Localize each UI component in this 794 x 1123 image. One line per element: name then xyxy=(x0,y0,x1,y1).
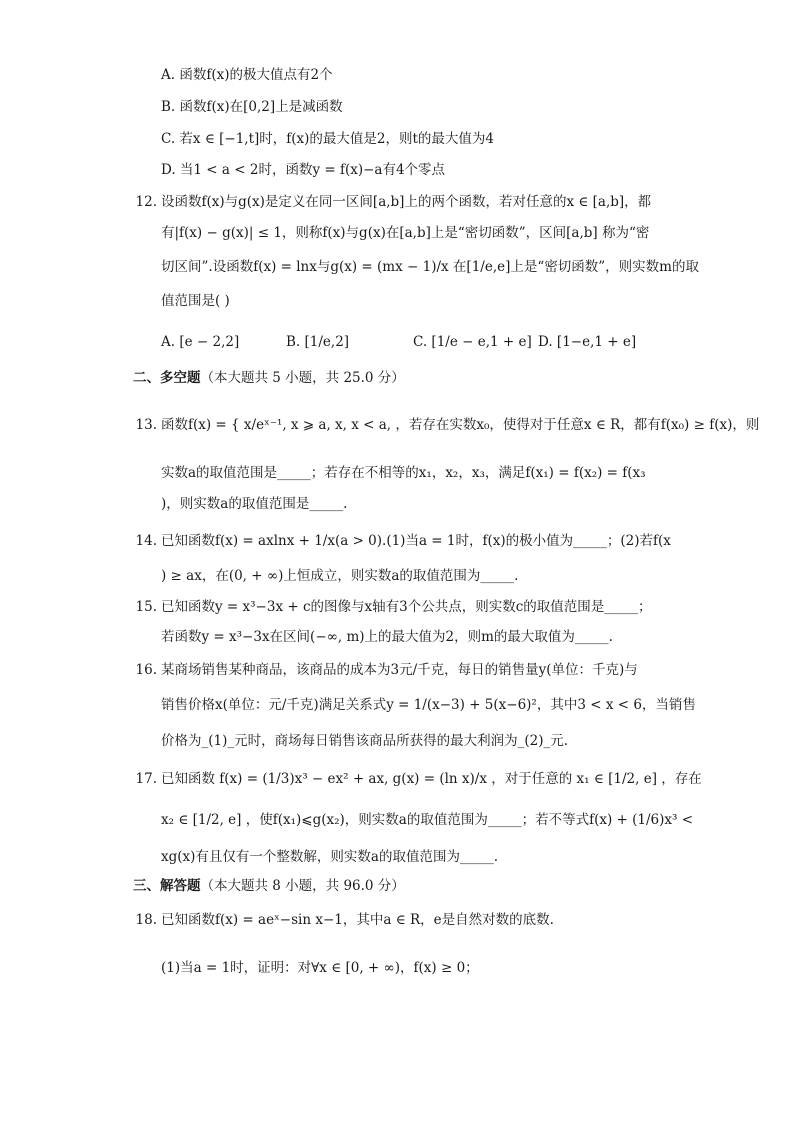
q12-text-line-2: 有|f(x) − g(x)| ≤ 1，则称f(x)与g(x)在[a,b]上是“密切函数”，区间[a,b] 称为“密 xyxy=(161,225,650,241)
section-2-heading xyxy=(133,368,405,388)
q18-text-line-2: (1)当a = 1时，证明：对∀x ∈ [0, + ∞)，f(x) ≥ 0； xyxy=(161,960,479,976)
q11-option-b: B. 函数f(x)在[0,2]上是减函数 xyxy=(161,99,343,115)
q14-number: 14. xyxy=(135,533,157,549)
q13-text-line-1: 函数f(x) = { x/eˣ⁻¹, x ⩾ a, x, x < a, ，若存在实数x₀，使得对于任意x ∈ R，都有f(x₀) ≥ f(x)，则 xyxy=(161,417,760,433)
q18-number: 18. xyxy=(135,912,157,928)
section-2-info: （本大题共 5 小题，共 25.0 分） xyxy=(200,370,405,386)
q11-option-a: A. 函数f(x)的极大值点有2个 xyxy=(161,67,333,83)
q12-option-d: D. [1−e,1 + e] xyxy=(538,334,637,350)
q17-text-line-2: x₂ ∈ [1/2, e] ，使f(x₁)⩽g(x₂)，则实数a的取值范围为_____；若不等式f(x) + (1/6)x³ < xyxy=(161,812,694,828)
q13-number: 13. xyxy=(135,417,157,433)
q12-text-line-3: 切区间”.设函数f(x) = lnx与g(x) = (mx − 1)/x 在[1/e,e]上是“密切函数”，则实数m的取 xyxy=(161,259,699,275)
q18-text-line-1: 已知函数f(x) = aeˣ−sin x−1，其中a ∈ R，e是自然对数的底数. xyxy=(161,912,554,928)
section-3-info: （本大题共 8 小题，共 96.0 分） xyxy=(200,878,405,894)
q16-text-line-1: 某商场销售某种商品，该商品的成本为3元/千克，每日的销售量y(单位：千克)与 xyxy=(161,662,638,678)
q12-option-c: C. [1/e − e,1 + e] xyxy=(413,334,532,350)
q17-number: 17. xyxy=(135,771,157,787)
q12-text-line-1: 设函数f(x)与g(x)是定义在同一区间[a,b]上的两个函数，若对任意的x ∈ [a,b]，都 xyxy=(161,194,652,210)
q14-text-line-2: ) ≥ ax，在(0, + ∞)上恒成立，则实数a的取值范围为_____. xyxy=(161,568,519,584)
section-3-title: 三、解答题 xyxy=(133,878,201,894)
section-2-title: 二、多空题 xyxy=(133,370,201,386)
q15-text-line-1: 已知函数y = x³−3x + c的图像与x轴有3个公共点，则实数c的取值范围是_____； xyxy=(161,599,652,615)
q16-number: 16. xyxy=(135,662,157,678)
q11-option-d: D. 当1 < a < 2时，函数y = f(x)−a有4个零点 xyxy=(161,162,446,178)
q14-text-line-1: 已知函数f(x) = axlnx + 1/x(a > 0).(1)当a = 1时，f(x)的极小值为_____；(2)若f(x xyxy=(161,533,671,549)
q12-option-a: A. [e − 2,2] xyxy=(161,334,240,350)
q17-text-line-1: 已知函数 f(x) = (1/3)x³ − ex² + ax, g(x) = (ln x)/x ，对于任意的 x₁ ∈ [1/2, e] ，存在 xyxy=(161,771,702,787)
q13-text-line-3: )，则实数a的取值范围是_____. xyxy=(161,496,348,512)
q15-number: 15. xyxy=(135,599,157,615)
q12-text-line-4: 值范围是( ) xyxy=(161,293,230,309)
section-3-heading xyxy=(133,876,405,896)
q16-text-line-2: 销售价格x(单位：元/千克)满足关系式y = 1/(x−3) + 5(x−6)²，其中3 < x < 6，当销售 xyxy=(161,697,696,713)
q12-number: 12. xyxy=(135,194,157,210)
q15-text-line-2: 若函数y = x³−3x在区间(−∞, m)上的最大值为2，则m的最大取值为_____. xyxy=(161,629,613,645)
q13-text-line-2: 实数a的取值范围是_____；若存在不相等的x₁，x₂，x₃，满足f(x₁) = f(x₂) = f(x₃ xyxy=(161,465,646,481)
q17-text-line-3: xg(x)有且仅有一个整数解，则实数a的取值范围为_____. xyxy=(161,849,498,865)
q12-option-b: B. [1/e,2] xyxy=(286,334,350,350)
q16-text-line-3: 价格为_(1)_元时，商场每日销售该商品所获得的最大利润为_(2)_元. xyxy=(161,733,569,749)
q11-option-c: C. 若x ∈ [−1,t]时，f(x)的最大值是2，则t的最大值为4 xyxy=(161,131,495,147)
